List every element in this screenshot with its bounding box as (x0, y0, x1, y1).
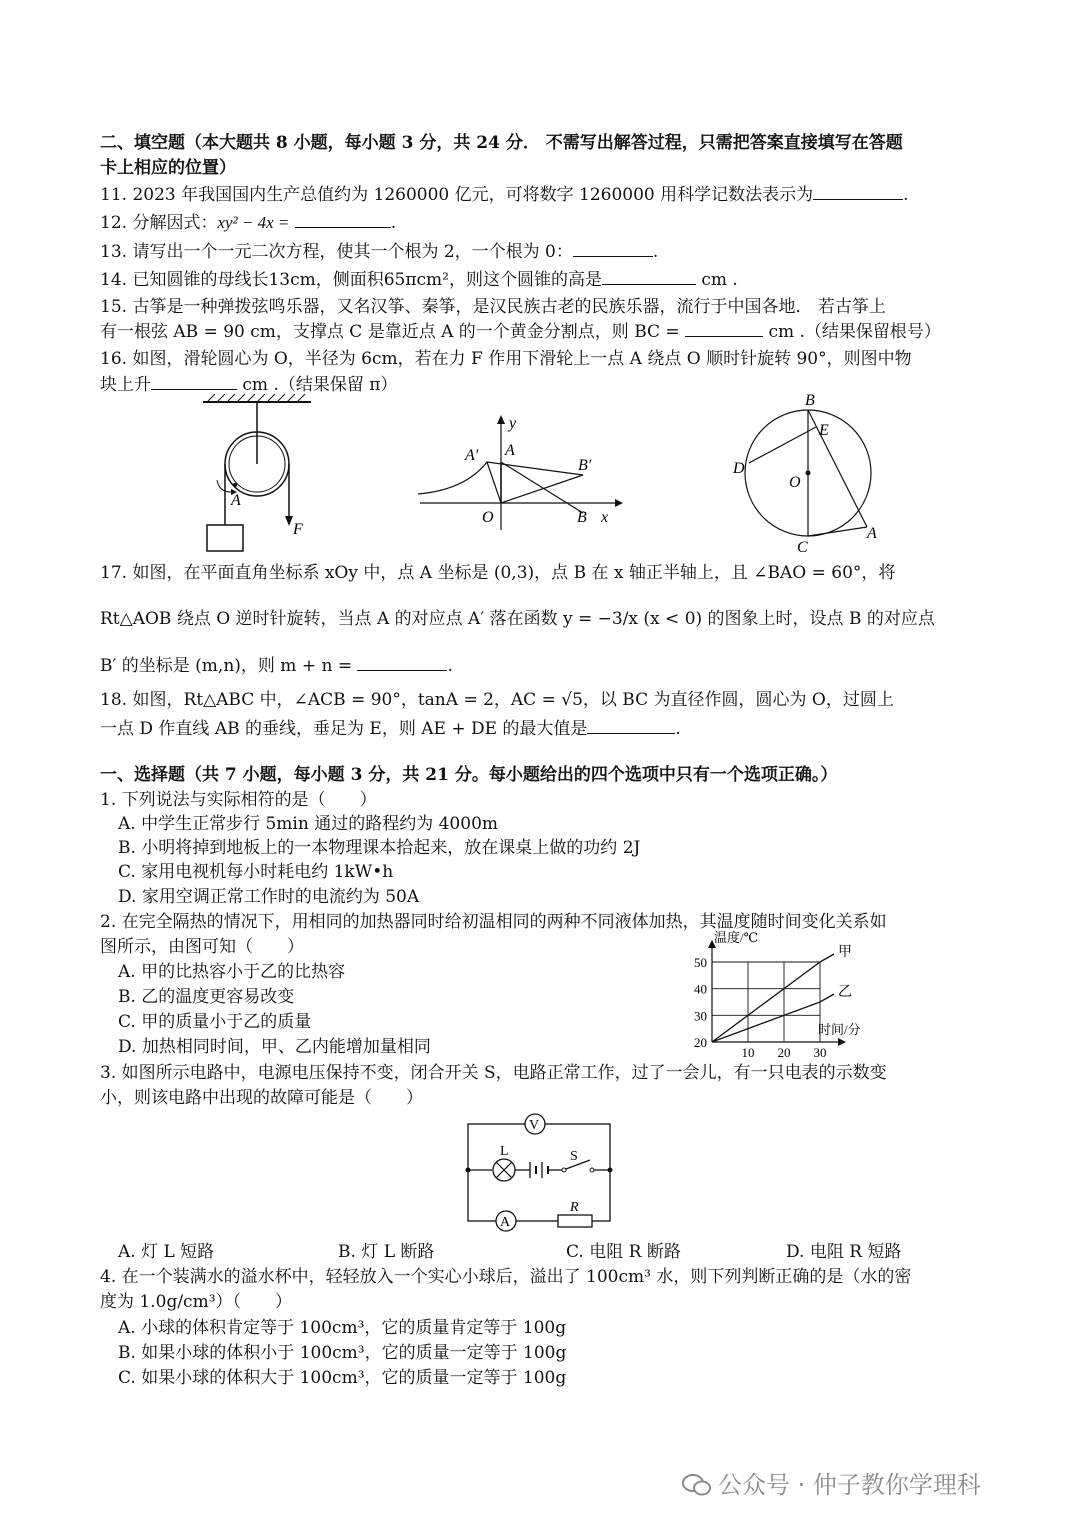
choice-4-stem-line2: 度为 1.0g/cm³）（ ） (100, 1292, 293, 1312)
y-tick-label: 50 (694, 955, 707, 970)
y-tick-label: 40 (694, 981, 707, 997)
answer-blank-17[interactable] (357, 654, 447, 671)
pulley-figure (195, 392, 325, 557)
choice-2-option-d[interactable]: D. 加热相同时间，甲、乙内能增加量相同 (118, 1037, 431, 1057)
coord-label-x: x (601, 509, 609, 526)
circle-label-C: C (797, 539, 808, 556)
temperature-time-chart (680, 928, 880, 1063)
question-15-line2 (100, 320, 941, 343)
choice-1-stem: 1. 下列说法与实际相符的是（ ） (100, 790, 377, 810)
choice-4-option-b[interactable]: B. 如果小球的体积小于 100cm³，它的质量一定等于 100g (118, 1343, 567, 1363)
y-axis-label: 温度/℃ (714, 930, 759, 945)
section2-header-line1: 二、填空题（本大题共 8 小题，每小题 3 分，共 24 分． 不需写出解答过程，只需把答案直接填写在答题 (100, 133, 903, 153)
x-tick-label: 10 (741, 1045, 755, 1060)
question-11: 11. 2023 年我国国内生产总值约为 1260000 亿元，可将数字 1260000 用科学记数法表示为 . (100, 185, 909, 205)
question-16-line1: 16. 如图，滑轮圆心为 O，半径为 6cm，若在力 F 作用下滑轮上一点 A 绕点 O 顺时针旋转 90°，则图中物 (100, 349, 912, 369)
coord-label-B: B (577, 509, 587, 526)
y-tick-label: 20 (694, 1035, 707, 1050)
choice-1-option-c[interactable]: C. 家用电视机每小时耗电约 1kW•h (118, 862, 394, 882)
y-tick-label: 30 (694, 1008, 707, 1024)
choice-2-option-c[interactable]: C. 甲的质量小于乙的质量 (118, 1012, 312, 1032)
question-15-unit: cm .（结果保留根号） (768, 322, 941, 342)
x-axis-label: 时间/分 (818, 1022, 861, 1037)
question-18-line2: 一点 D 作直线 AB 的垂线，垂足为 E，则 AE + DE 的最大值是 . (100, 719, 681, 739)
ammeter-label: A (500, 1215, 511, 1230)
choice-1-option-d[interactable]: D. 家用空调正常工作时的电流约为 50A (118, 887, 420, 907)
choice-1-option-a[interactable]: A. 中学生正常步行 5min 通过的路程约为 4000m (118, 814, 499, 834)
answer-blank-13[interactable] (573, 240, 653, 257)
coord-label-A: A (505, 442, 515, 459)
circle-label-D: D (733, 460, 745, 477)
choice-2-option-b[interactable]: B. 乙的温度更容易改变 (118, 987, 295, 1007)
question-13: 13. 请写出一个一元二次方程，使其一个根为 2，一个根为 0： . (100, 242, 659, 262)
choice-2-stem-line2: 图所示，由图可知（ ） (100, 937, 304, 957)
question-14-text: 14. 已知圆锥的母线长13cm，侧面积65πcm²，则这个圆锥的高是 (100, 270, 602, 290)
question-12: 12. 分解因式：xy² − 4x = . (100, 213, 397, 233)
circle-label-B: B (805, 392, 815, 409)
circle-label-O: O (789, 474, 801, 491)
choice-4-option-c[interactable]: C. 如果小球的体积大于 100cm³，它的质量一定等于 100g (118, 1368, 567, 1388)
answer-blank-11[interactable] (813, 183, 903, 200)
question-18-text: 一点 D 作直线 AB 的垂线，垂足为 E，则 AE + DE 的最大值是 (100, 719, 588, 739)
question-18-line1: 18. 如图，Rt△ABC 中，∠ACB = 90°，tanA = 2，AC = √5，以 BC 为直径作圆，圆心为 O，过圆上 (100, 690, 894, 710)
question-16-text: 块上升 (100, 375, 151, 395)
section1-header: 一、选择题（共 7 小题，每小题 3 分，共 21 分。每小题给出的四个选项中只有一个选项正确。） (100, 765, 838, 785)
question-17-line2: Rt△AOB 绕点 O 逆时针旋转，当点 A 的对应点 A′ 落在函数 y = −3/x (x < 0) 的图象上时，设点 B 的对应点 (100, 609, 935, 629)
question-14-unit: cm . (701, 270, 738, 290)
circle-figure (725, 392, 890, 556)
choice-3-stem-line2: 小，则该电路中出现的故障可能是（ ） (100, 1088, 423, 1108)
choice-3-option-c[interactable]: C. 电阻 R 断路 (566, 1242, 681, 1262)
resistor-label: R (570, 1200, 579, 1215)
choice-4-stem-line1: 4. 在一个装满水的溢水杯中，轻轻放入一个实心小球后，溢出了 100cm³ 水，则下列判断正确的是（水的密 (100, 1267, 912, 1287)
coord-label-B-prime: B′ (578, 457, 592, 474)
question-17-line1: 17. 如图，在平面直角坐标系 xOy 中，点 A 坐标是 (0,3)，点 B 在 x 轴正半轴上，且 ∠BAO = 60°，将 (100, 563, 896, 583)
choice-4-option-a[interactable]: A. 小球的体积肯定等于 100cm³，它的质量肯定等于 100g (118, 1318, 567, 1338)
answer-blank-12[interactable] (295, 211, 391, 228)
circle-label-A: A (867, 525, 877, 542)
question-17-line3: B′ 的坐标是 (m,n)，则 m + n = . (100, 656, 453, 676)
circle-label-E: E (819, 422, 829, 439)
coord-label-A-prime: A′ (465, 447, 479, 464)
question-14 (100, 268, 738, 291)
question-17-text: B′ 的坐标是 (m,n)，则 m + n = (100, 656, 353, 676)
pulley-label-A: A (231, 492, 241, 509)
pulley-label-F: F (293, 521, 303, 538)
watermark (682, 1465, 981, 1500)
question-12-text: 12. 分解因式： (100, 213, 218, 233)
series-line-extension-2 (820, 994, 834, 1002)
question-11-text: 11. 2023 年我国国内生产总值约为 1260000 亿元，可将数字 1260000 用科学记数法表示为 (100, 185, 814, 205)
switch-label: S (570, 1149, 578, 1164)
series-line-1 (712, 962, 820, 1042)
choice-2-option-a[interactable]: A. 甲的比热容小于乙的比热容 (118, 962, 346, 982)
choice-1-option-b[interactable]: B. 小明将掉到地板上的一本物理课本拾起来，放在课桌上做的功约 2J (118, 838, 641, 858)
choice-3-option-b[interactable]: B. 灯 L 断路 (338, 1242, 435, 1262)
coord-label-O: O (482, 509, 494, 526)
wechat-icon (682, 1473, 712, 1497)
question-15-line1: 15. 古筝是一种弹拨弦鸣乐器，又名汉筝、秦筝，是汉民族古老的民族乐器，流行于中国各地． 若古筝上 (100, 297, 886, 317)
series-line-extension-1 (820, 954, 834, 962)
choice-3-option-d[interactable]: D. 电阻 R 短路 (786, 1242, 902, 1262)
series-label-1: 甲 (838, 945, 852, 960)
answer-blank-14[interactable] (602, 268, 696, 285)
answer-blank-16[interactable] (151, 373, 237, 390)
question-15-text: 有一根弦 AB = 90 cm，支撑点 C 是靠近点 A 的一个黄金分割点，则 BC = (100, 322, 680, 342)
lamp-label: L (500, 1144, 509, 1159)
x-tick-label: 20 (777, 1045, 791, 1060)
series-line-2 (712, 1002, 820, 1042)
x-tick-label: 30 (813, 1045, 827, 1060)
x-axis-arrow-icon (838, 1038, 846, 1046)
coord-label-y: y (509, 415, 517, 432)
circuit-diagram (460, 1108, 620, 1233)
question-13-text: 13. 请写出一个一元二次方程，使其一个根为 2，一个根为 0： (100, 242, 573, 262)
resistor-icon (558, 1215, 592, 1227)
choice-3-option-a[interactable]: A. 灯 L 短路 (118, 1242, 215, 1262)
answer-blank-15[interactable] (685, 320, 763, 337)
watermark-text: 公众号 · 仲子教你学理科 (718, 1471, 981, 1499)
question-12-formula: xy² − 4x = (217, 213, 290, 232)
voltmeter-label: V (529, 1118, 540, 1133)
question-16-unit: cm .（结果保留 π） (242, 375, 398, 395)
choice-2-stem-line1: 2. 在完全隔热的情况下，用相同的加热器同时给初温相同的两种不同液体加热，其温度随时间变化关系如 (100, 912, 887, 932)
coordinate-figure (415, 410, 625, 535)
choice-3-stem-line1: 3. 如图所示电路中，电源电压保持不变，闭合开关 S，电路正常工作，过了一会儿，有一只电表的示数变 (100, 1063, 887, 1083)
answer-blank-18[interactable] (587, 717, 675, 734)
series-label-2: 乙 (838, 985, 852, 1000)
section2-header-line2: 卡上相应的位置） (100, 158, 236, 178)
